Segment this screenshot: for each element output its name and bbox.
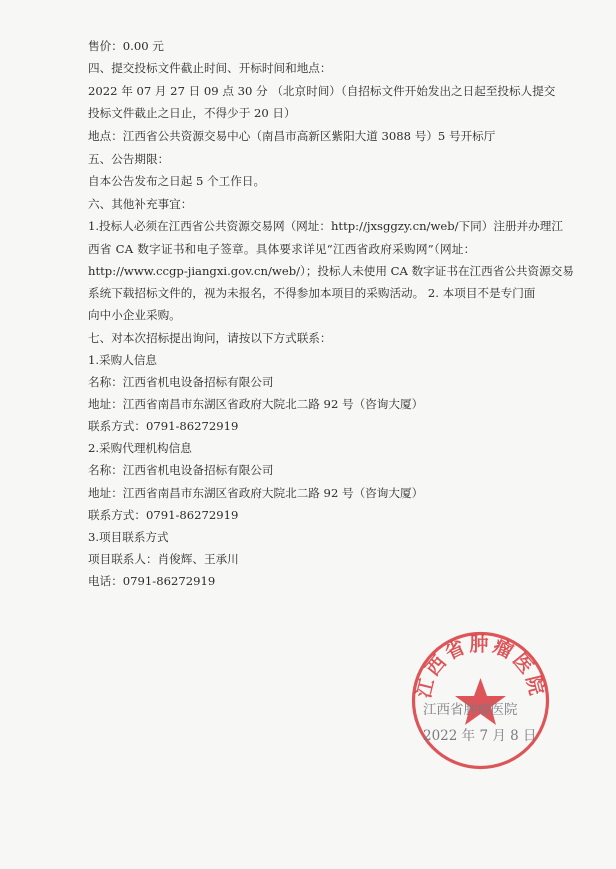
supplement-line-3: http://www.ccgp-jiangxi.gov.cn/web/）；投标人未使用 CA 数字证书在江西省公共资源交易 (88, 264, 574, 278)
section-5-heading: 五、公告期限： (88, 152, 170, 166)
signature-org: 江西省肿瘤医院 (423, 702, 518, 718)
agency-heading: 2.采购代理机构信息 (88, 441, 192, 455)
svg-text:江西省肿瘤医院: 江西省肿瘤医院 (412, 633, 549, 701)
purchaser-heading: 1.采购人信息 (88, 353, 158, 367)
project-contact-phone: 电话：0791-86272919 (88, 574, 216, 588)
supplement-line-5: 向中小企业采购。 (88, 308, 181, 322)
supplement-line-4: 系统下载招标文件的，视为未报名，不得参加本项目的采购活动。 2. 本项目不是专门面 (88, 286, 536, 300)
supplement-line-2: 西省 CA 数字证书和电子签章。具体要求详见“江西省政府采购网”（网址： (88, 242, 476, 256)
deadline-line-2: 投标文件截止之日止，不得少于 20 日） (88, 106, 296, 120)
agency-contact: 联系方式：0791-86272919 (88, 508, 239, 522)
project-contact-person: 项目联系人：肖俊辉、王承川 (88, 552, 239, 566)
signature-date: 2022 年 7 月 8 日 (423, 728, 537, 744)
section-7-heading: 七、对本次招标提出询问，请按以下方式联系： (88, 331, 332, 345)
location-line: 地点：江西省公共资源交易中心（南昌市高新区紫阳大道 3088 号）5 号开标厅 (88, 129, 496, 143)
purchaser-name: 名称：江西省机电设备招标有限公司 (88, 375, 274, 389)
notice-period-line: 自本公告发布之日起 5 个工作日。 (88, 174, 266, 188)
section-4-heading: 四、提交投标文件截止时间、开标时间和地点： (88, 61, 332, 75)
deadline-line-1: 2022 年 07 月 27 日 09 点 30 分 （北京时间）（自招标文件开始发出之日起至投标人提交 (88, 84, 556, 98)
agency-address: 地址：江西省南昌市东湖区省政府大院北二路 92 号（咨询大厦） (88, 486, 424, 500)
price-line: 售价：0.00 元 (88, 39, 164, 53)
agency-name: 名称：江西省机电设备招标有限公司 (88, 463, 274, 477)
purchaser-contact: 联系方式：0791-86272919 (88, 419, 239, 433)
section-6-heading: 六、其他补充事宜： (88, 197, 193, 211)
project-contact-heading: 3.项目联系方式 (88, 530, 169, 544)
purchaser-address: 地址：江西省南昌市东湖区省政府大院北二路 92 号（咨询大厦） (88, 397, 424, 411)
supplement-line-1: 1.投标人必须在江西省公共资源交易网（网址：http://jxsggzy.cn/web/下同）注册并办理江 (88, 219, 563, 233)
